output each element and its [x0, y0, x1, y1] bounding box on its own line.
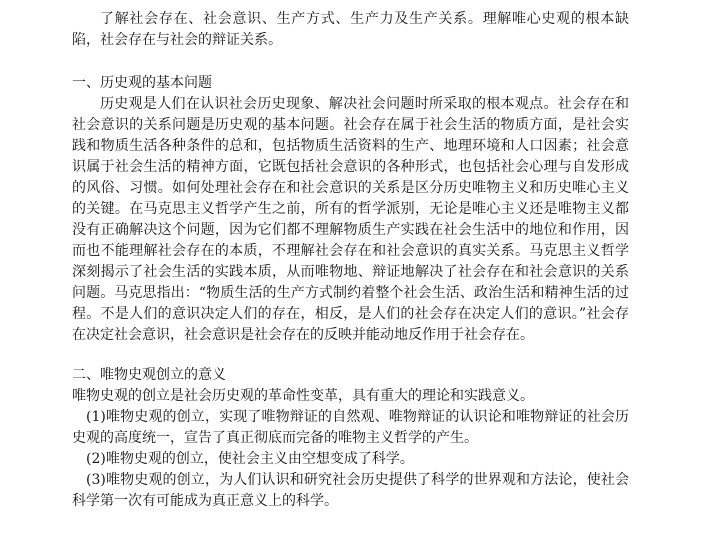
intro-paragraph: 了解社会存在、社会意识、生产方式、生产力及生产关系。理解唯心史观的根本缺陷，社会存在与社会的辩证关系。: [72, 11, 629, 48]
section-2-lead: 唯物史观的创立是社会历史观的革命性变革，具有重大的理论和实践意义。: [72, 388, 534, 404]
section-2-heading: 二、唯物史观创立的意义: [72, 367, 226, 383]
section-1-heading: 一、历史观的基本问题: [72, 75, 212, 91]
list-item: (2)唯物史观的创立，使社会主义由空想变成了科学。: [86, 451, 414, 467]
section-1-body: 历史观是人们在认识社会历史现象、解决社会问题时所采取的根本观点。社会存在和社会意识的关系问题是历史观的基本问题。社会存在属于社会生活的物质方面，是社会实践和物质生活各种条件的总和，包括物质生活资料的生产、地理环境和人口因素；社会意识属于社会生活的精神方面，它既包括社会意识的各种形式，也包括社会心理与自发形成的风俗、习惯。如何处理社会存在和社会意识的关系是区分历史唯物主义和历史唯心主义的关键。在马克思主义哲学产生之前，所有的哲学派别，无论是唯心主义还是唯物主义都没有正确解决这个问题，因为它们都不理解物质生产实践在社会生活中的地位和作用，因而也不能理解社会存在的本质，不理解社会存在和社会意识的真实关系。马克思主义哲学深刻揭示了社会生活的实践本质，从而唯物地、辩证地解决了社会存在和社会意识的关系问题。马克思指出：“物质生活的生产方式制约着整个社会生活、政治生活和精神生活的过程。不是人们的意识决定人们的存在，相反，是人们的社会存在决定人们的意识。”社会存在决定社会意识，社会意识是社会存在的反映并能动地反作用于社会存在。: [72, 96, 629, 343]
list-item: (1)唯物史观的创立，实现了唯物辩证的自然观、唯物辩证的认识论和唯物辩证的社会历史观的高度统一，宣告了真正彻底而完备的唯物主义哲学的产生。: [72, 409, 629, 446]
section-gap: [72, 346, 629, 365]
list-item: (3)唯物史观的创立，为人们认识和研究社会历史提供了科学的世界观和方法论，使社会科学第一次有可能成为真正意义上的科学。: [72, 472, 629, 509]
